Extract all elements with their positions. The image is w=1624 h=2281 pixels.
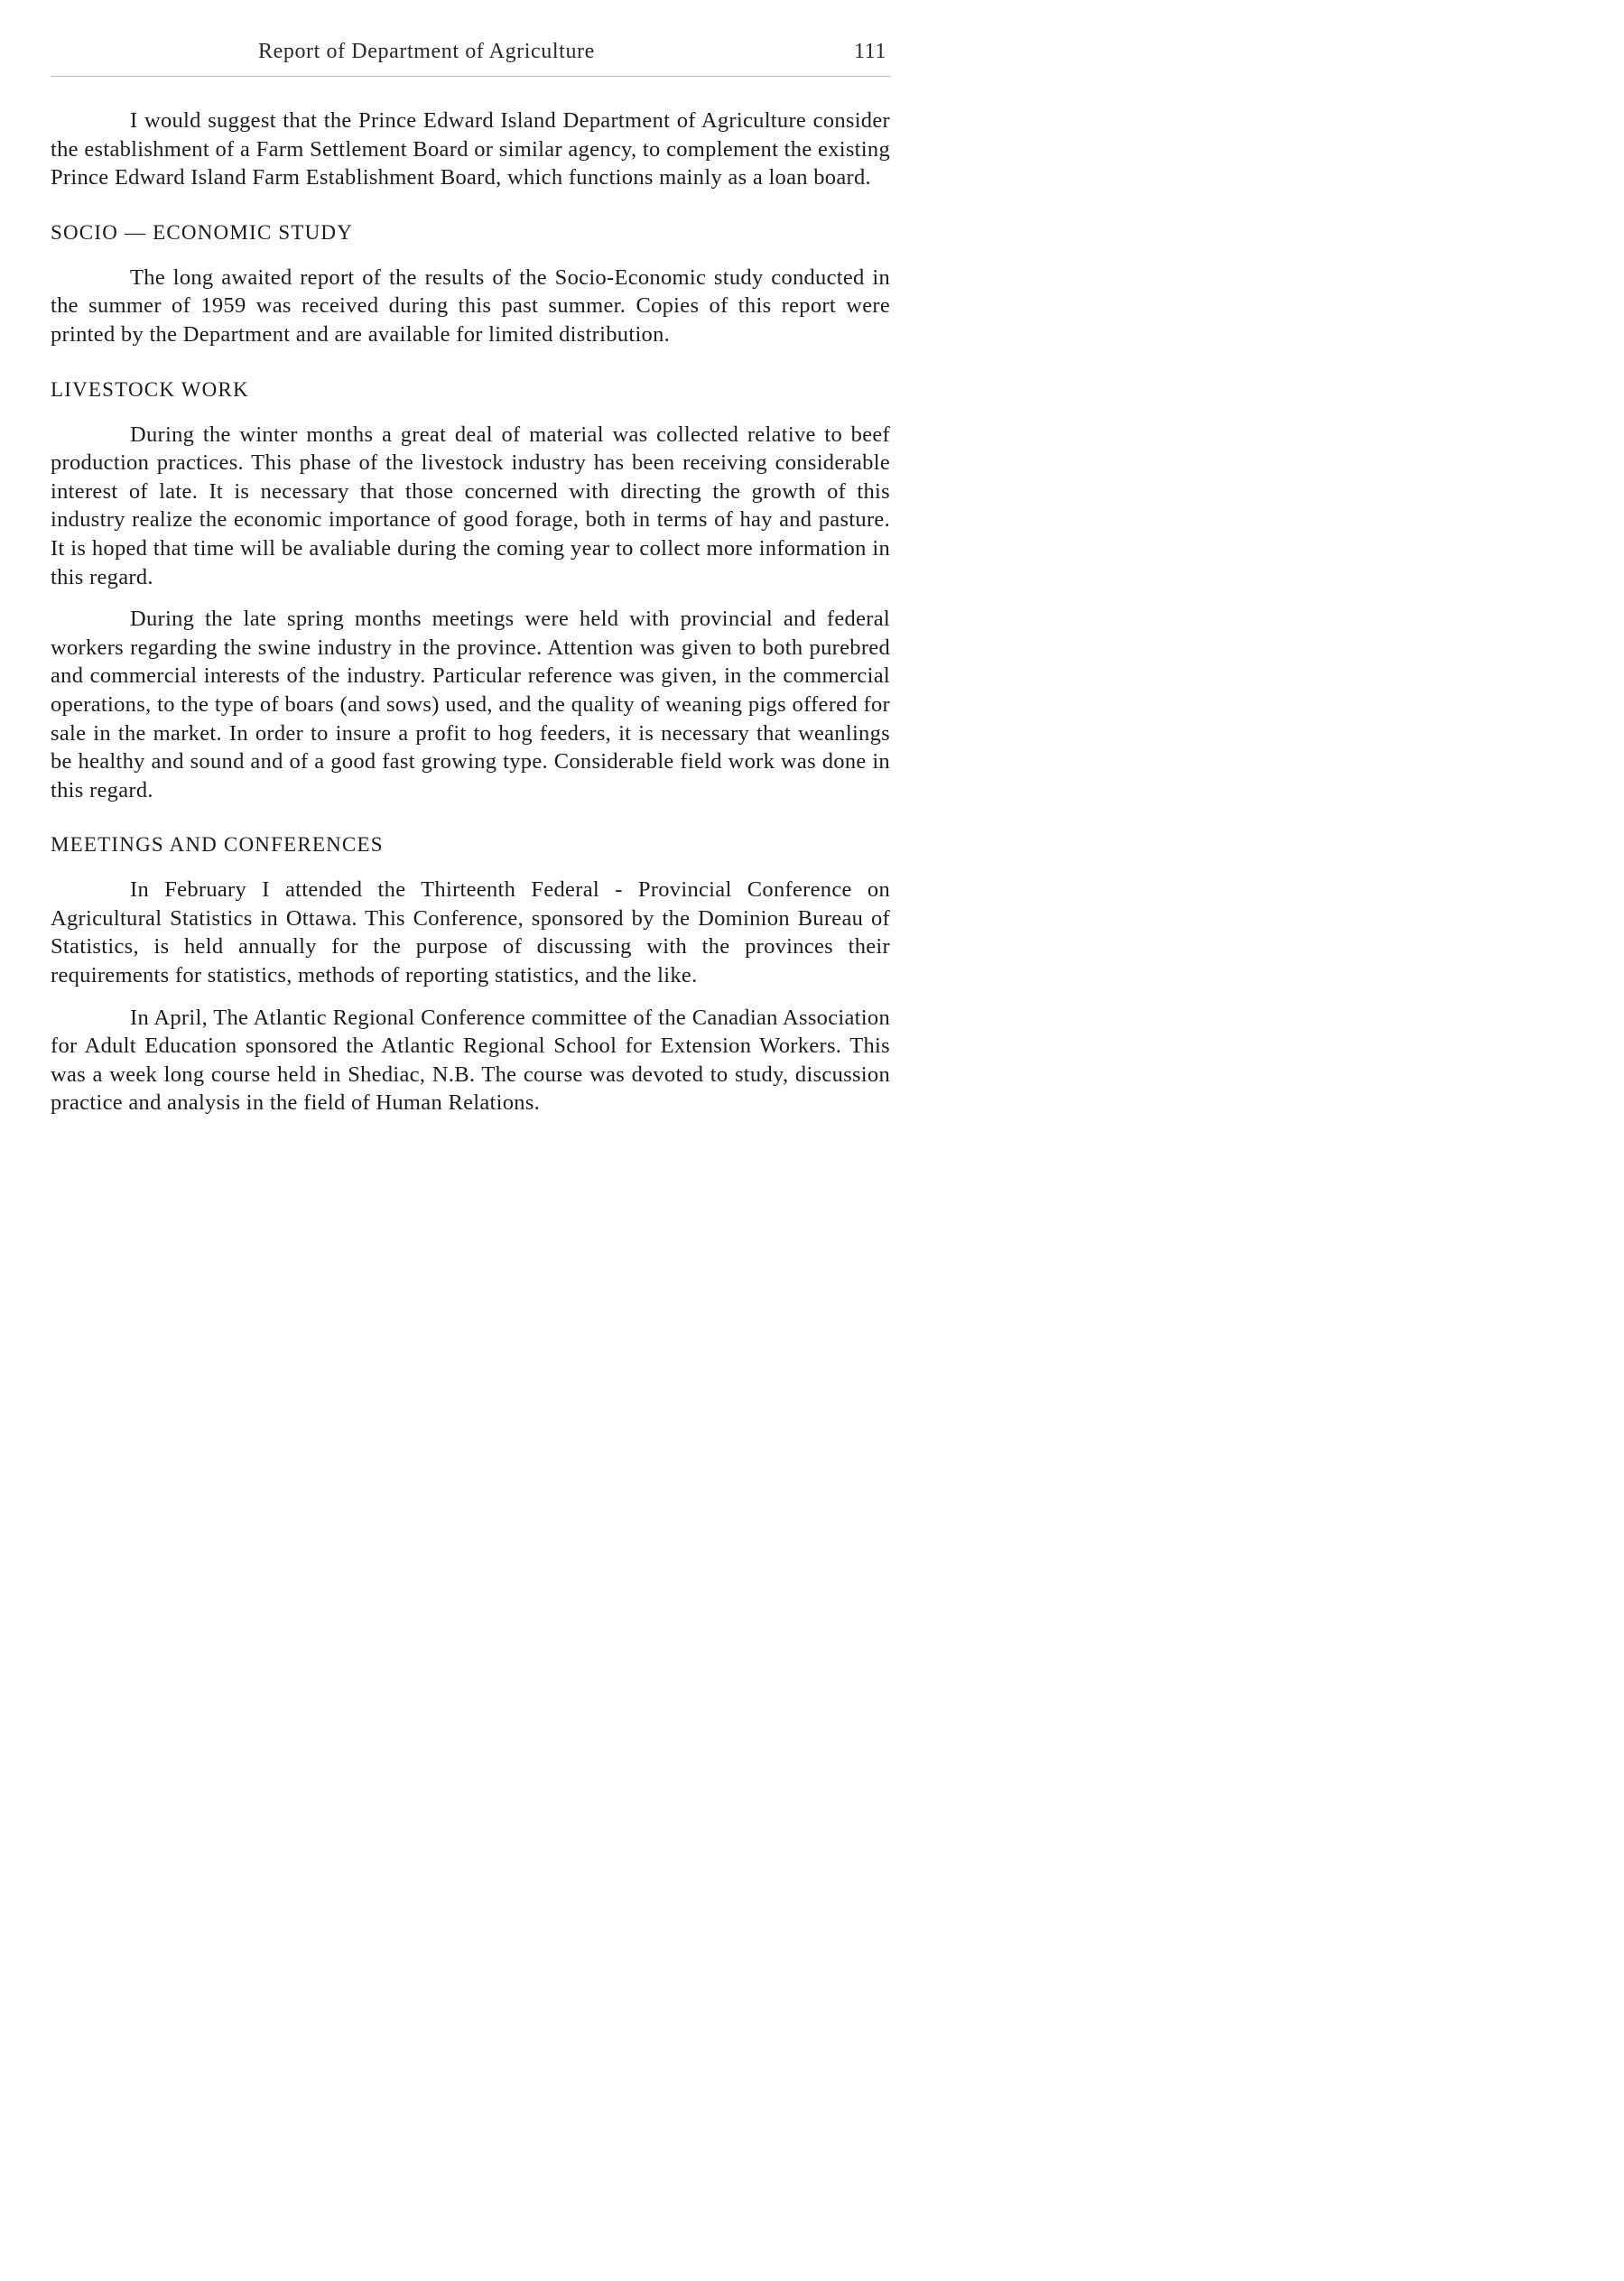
paragraph-socio-economic-report: The long awaited report of the results of the Socio-Economic study conducted in the summer of 1959 was received during this past summer. Copies of this report were printed by the Department and are available for limited distribution. [51,264,890,347]
page-number: 111 [853,40,886,63]
paragraph-extension-workers-school: In April, The Atlantic Regional Conference committee of the Canadian Association for Adult Education sponsored the Atlantic Regional School for Extension Workers. This was a week long course held in Shediac, N.B. The course was devoted to study, discussion practice and analysis in the field of Human Relations. [51,1005,890,1116]
paragraph-swine-industry: During the late spring months meetings were held with provincial and federal workers regarding the swine industry in the province. Attention was given to both purebred and commercial interests of the industry. Particular reference was given, in the commercial operations, to the type of boars (and sows) used, and the quality of weaning pigs offered for sale in the market. In order to insure a profit to hog feeders, it is necessary that weanlings be healthy and sound and of a good fast growing type. Considerable field work was done in this regard. [51,607,890,802]
paragraph-beef-production: During the winter months a great deal of material was collected relative to beef production practices. This phase of the livestock industry has been receiving considerable interest of late. It is necessary that those concerned with directing the growth of this industry realize the economic importance of good forage, both in terms of hay and pasture. It is hoped that time will be avaliable during the coming year to collect more information in this regard. [51,422,890,589]
paragraph-statistics-conference: In February I attended the Thirteenth Federal - Provincial Conference on Agricultural Statistics in Ottawa. This Conference, sponsored by the Dominion Bureau of Statistics, is held annually for the purpose of discussing with the provinces their requirements for statistics, methods of reporting statistics, and the like. [51,877,890,988]
section-heading-socio-economic-study: SOCIO — ECONOMIC STUDY [51,220,354,244]
body-text [51,107,890,1117]
section-heading-meetings-and-conferences: MEETINGS AND CONFERENCES [51,833,384,857]
section-heading-livestock-work: LIVESTOCK WORK [51,377,249,401]
paragraph-farm-settlement-board: I would suggest that the Prince Edward Island Department of Agriculture consider the establishment of a Farm Settlement Board or similar agency, to complement the existing Prince Edward Island Farm Establishment Board, which functions mainly as a loan board. [51,108,890,190]
running-header [51,40,890,77]
document-page [0,0,996,1415]
running-title: Report of Department of Agriculture [258,40,595,63]
